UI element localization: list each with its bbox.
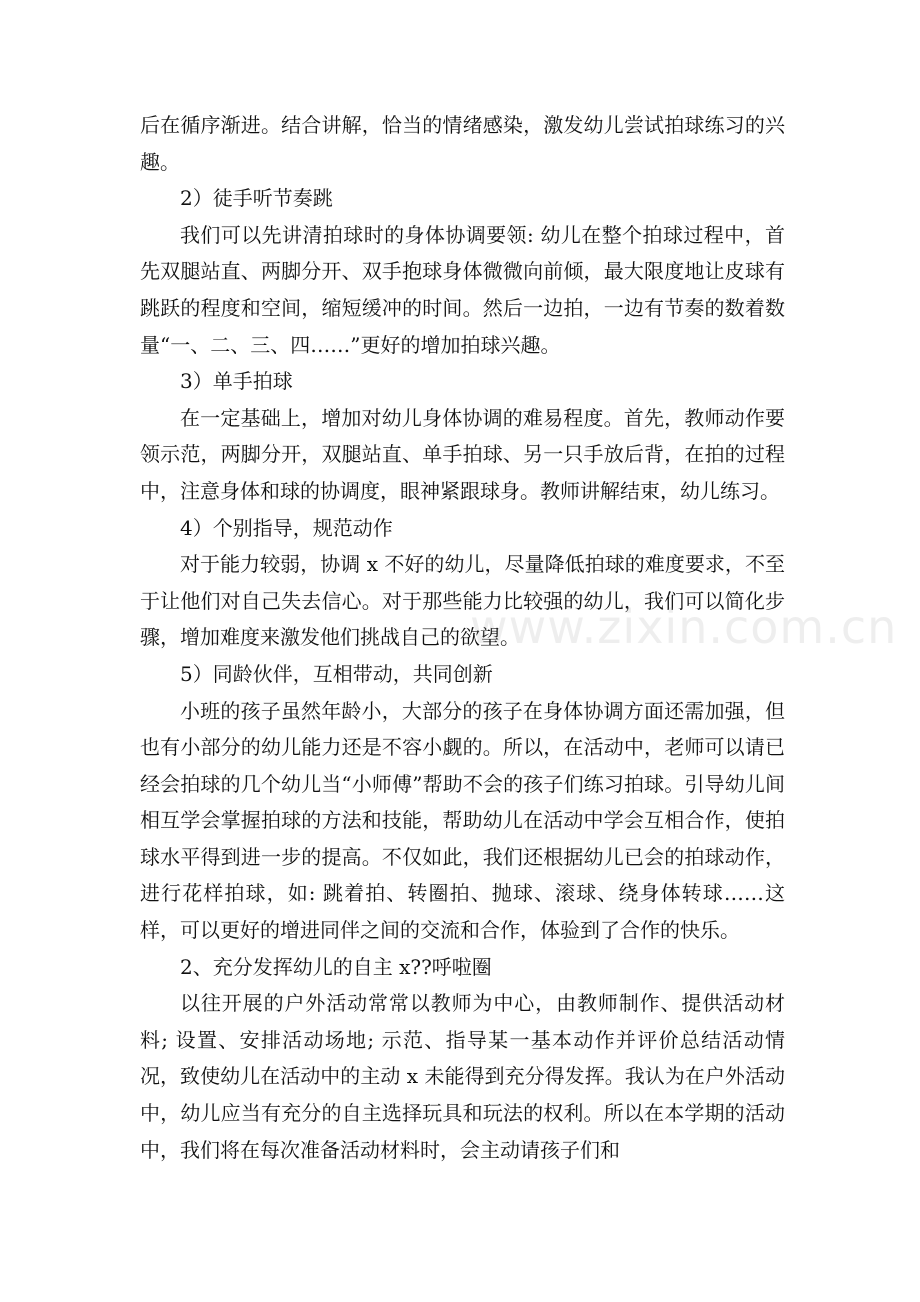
paragraph-autonomy: 以往开展的户外活动常常以教师为中心，由教师制作、提供活动材料; 设置、安排活动场地; 示范、指导某一基本动作并评价总结活动情况，致使幼儿在活动中的主动 x 未能得到充分得发挥。我认为在户外活动中，幼儿应当有充分的自主选择玩具和玩法的权利。所以在本学期的活动中，我们将在每次准备活动材料时，会主动请孩子们和: [140, 991, 785, 1162]
paragraph-rhythm-jump: 我们可以先讲清拍球时的身体协调要领: 幼儿在整个拍球过程中，首先双腿站直、两脚分开、双手抱球身体微微向前倾，最大限度地让皮球有跳跃的程度和空间，缩短缓冲的时间。然后一边拍，一边有节奏的数着数量“一、二、三、四……”更好的增加拍球兴趣。: [140, 222, 785, 357]
section-heading-autonomy: 2、充分发挥幼儿的自主 x??呼啦圈: [180, 954, 492, 979]
paragraph-individual-guidance: 对于能力较弱，协调 x 不好的幼儿，尽量降低拍球的难度要求，不至于让他们对自己失去信心。对于那些能力比较强的幼儿，我们可以简化步骤，增加难度来激发他们挑战自己的欲望。: [140, 552, 785, 650]
subheading-individual-guidance: 4）个别指导，规范动作: [180, 515, 393, 540]
document-page: [140, 107, 785, 1168]
paragraph-peer-cooperation: 小班的孩子虽然年龄小，大部分的孩子在身体协调方面还需加强，但也有小部分的幼儿能力还是不容小觑的。所以，在活动中，老师可以请已经会拍球的几个幼儿当“小师傅”帮助不会的孩子们练习拍球。引导幼儿间相互学会掌握拍球的方法和技能，帮助幼儿在活动中学会互相合作，使拍球水平得到进一步的提高。不仅如此，我们还根据幼儿已会的拍球动作，进行花样拍球，如: 跳着拍、转圈拍、抛球、滚球、绕身体转球……这样，可以更好的增进同伴之间的交流和合作，体验到了合作的快乐。: [140, 698, 785, 943]
subheading-one-hand-bounce: 3）单手拍球: [180, 369, 293, 394]
paragraph-one-hand-bounce: 在一定基础上，增加对幼儿身体协调的难易程度。首先，教师动作要领示范，两脚分开，双腿站直、单手拍球、另一只手放后背，在拍的过程中，注意身体和球的协调度，眼神紧跟球身。教师讲解结束，幼儿练习。: [140, 405, 785, 503]
paragraph-intro-continuation: 后在循序渐进。结合讲解，恰当的情绪感染，激发幼儿尝试拍球练习的兴趣。: [140, 113, 785, 174]
watermark: www.zixin.com.cn: [470, 600, 898, 654]
subheading-rhythm-jump: 2）徒手听节奏跳: [180, 186, 333, 211]
subheading-peer-cooperation: 5）同龄伙伴，互相带动，共同创新: [180, 661, 493, 686]
